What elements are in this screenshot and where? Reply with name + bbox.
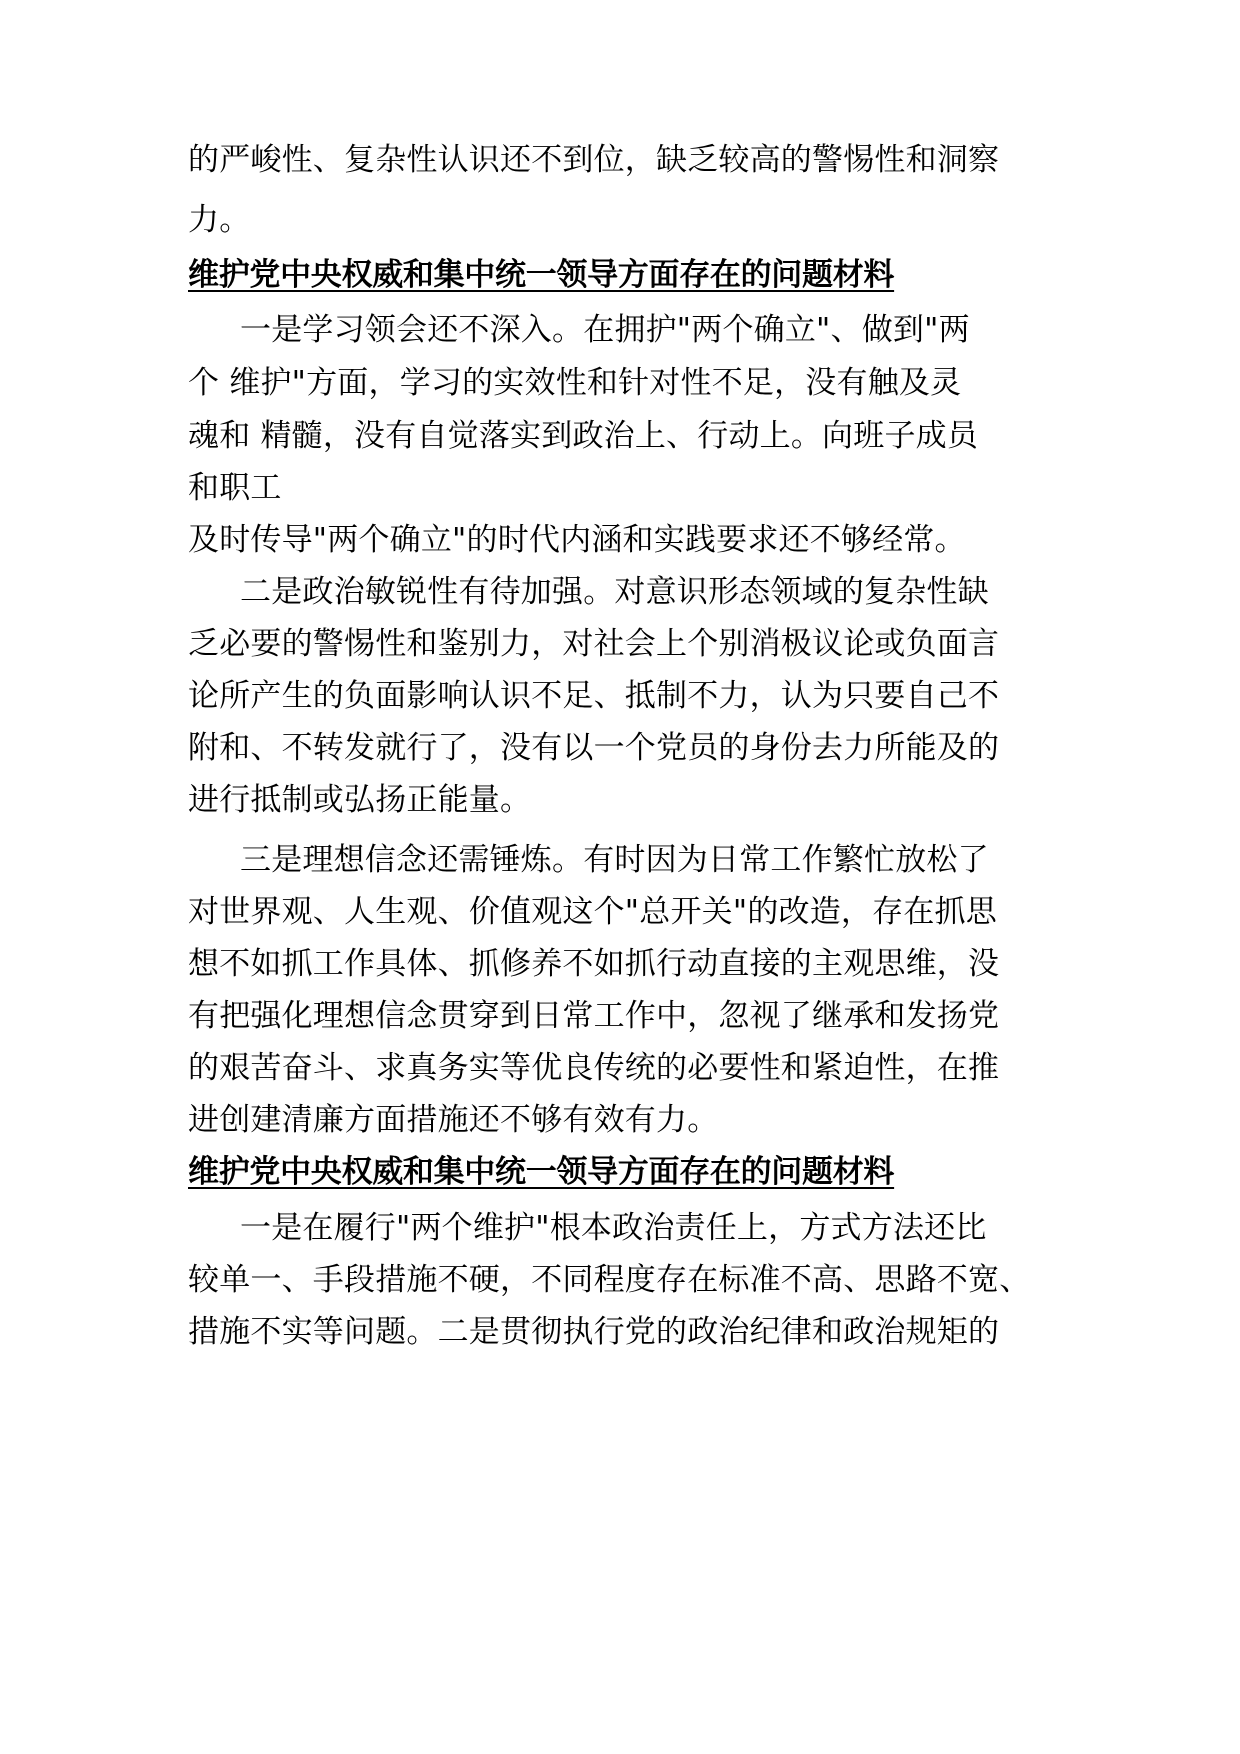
paragraph-line: 较单一、手段措施不硬，不同程度存在标准不高、思路不宽、 bbox=[188, 1262, 1031, 1298]
paragraph-line: 魂和 精髓，没有自觉落实到政治上、行动上。向班子成员 bbox=[188, 418, 979, 454]
paragraph-line: 想不如抓工作具体、抓修养不如抓行动直接的主观思维，没 bbox=[188, 946, 1000, 982]
paragraph-line: 力。 bbox=[188, 202, 251, 238]
paragraph-line: 二是政治敏锐性有待加强。对意识形态领域的复杂性缺 bbox=[240, 574, 989, 610]
paragraph-line: 个 维护"方面，学习的实效性和针对性不足，没有触及灵 bbox=[188, 365, 962, 401]
section-heading: 维护党中央权威和集中统一领导方面存在的问题材料 bbox=[188, 1154, 895, 1190]
paragraph-line: 进创建清廉方面措施还不够有效有力。 bbox=[188, 1102, 719, 1138]
paragraph-line: 对世界观、人生观、价值观这个"总开关"的改造，存在抓思 bbox=[188, 894, 997, 930]
paragraph-line: 附和、不转发就行了，没有以一个党员的身份去力所能及的 bbox=[188, 730, 1000, 766]
section-heading: 维护党中央权威和集中统一领导方面存在的问题材料 bbox=[188, 257, 895, 293]
paragraph-line: 的艰苦奋斗、求真务实等优良传统的必要性和紧迫性，在推 bbox=[188, 1050, 1000, 1086]
paragraph-line: 一是在履行"两个维护"根本政治责任上，方式方法还比 bbox=[240, 1210, 987, 1246]
paragraph-line: 和职工 bbox=[188, 470, 282, 506]
paragraph-line: 进行抵制或弘扬正能量。 bbox=[188, 782, 532, 818]
paragraph-line: 有把强化理想信念贯穿到日常工作中，忽视了继承和发扬党 bbox=[188, 998, 1000, 1034]
paragraph-line: 三是理想信念还需锤炼。有时因为日常工作繁忙放松了 bbox=[240, 842, 989, 878]
paragraph-line: 论所产生的负面影响认识不足、抵制不力，认为只要自己不 bbox=[188, 678, 1000, 714]
paragraph-line: 措施不实等问题。二是贯彻执行党的政治纪律和政治规矩的 bbox=[188, 1314, 1000, 1350]
paragraph-line: 的严峻性、复杂性认识还不到位，缺乏较高的警惕性和洞察 bbox=[188, 142, 1000, 178]
paragraph-line: 一是学习领会还不深入。在拥护"两个确立"、做到"两 bbox=[240, 312, 970, 348]
paragraph-line: 乏必要的警惕性和鉴别力，对社会上个别消极议论或负面言 bbox=[188, 626, 1000, 662]
paragraph-line: 及时传导"两个确立"的时代内涵和实践要求还不够经常。 bbox=[188, 522, 966, 558]
